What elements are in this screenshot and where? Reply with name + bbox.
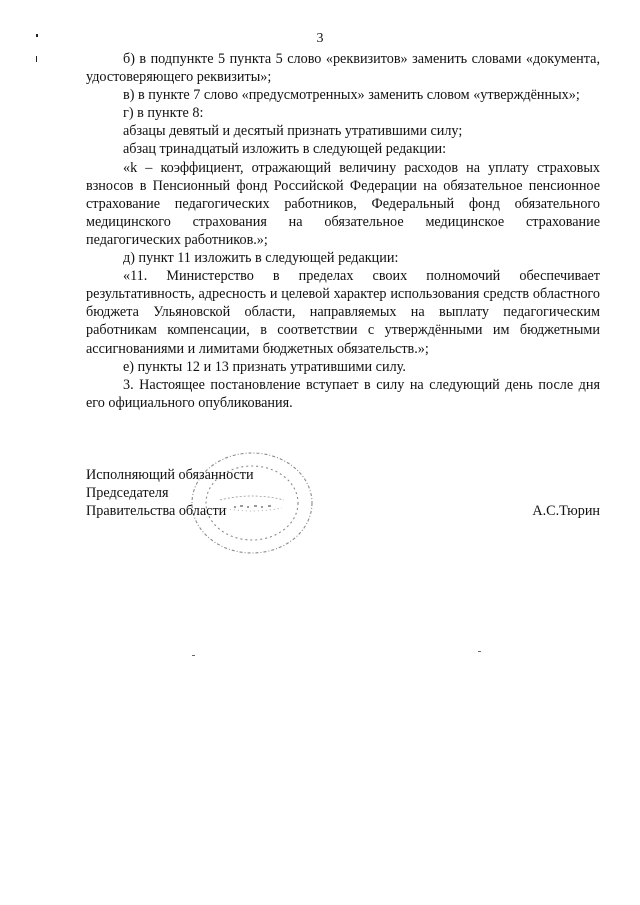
paragraph-d: д) пункт 11 изложить в следующей редакции: [123, 250, 399, 267]
paragraph-3: 3. Настоящее постановление вступает в силу на следующий день после дня его официального опубликования. [86, 376, 600, 411]
signer-title-line-3: Правительства области [86, 503, 227, 520]
document-body [86, 50, 600, 412]
paragraph-g: г) в пункте 8: [123, 105, 204, 122]
paragraph-b: б) в подпункте 5 пункта 5 слово «реквизитов» заменить словами «документа, удостоверяющего реквизиты»; [86, 51, 600, 86]
scan-speck [478, 651, 481, 652]
paragraph-g-item-2: абзац тринадцатый изложить в следующей редакции: [123, 141, 447, 158]
signature-block [86, 466, 600, 520]
paragraph-v: в) в пункте 7 слово «предусмотренных» заменить словом «утверждённых»; [123, 87, 580, 104]
scan-speck [192, 655, 195, 656]
paragraph-coefficient-k: «k – коэффициент, отражающий величину расходов на уплату страховых взносов в Пенсионный фонд Российской Федерации на обязательное пенсионное страхование педагогических работников, Федеральный фонд обязательного медицинского страхования на обязательное медицинское страхование педагогических работников.»; [86, 159, 600, 248]
page-number: 3 [316, 31, 324, 46]
signer-title-line-2: Председателя [86, 485, 169, 502]
scan-speck [36, 56, 37, 62]
signer-title-line-1: Исполняющий обязанности [86, 467, 254, 483]
paragraph-e: е) пункты 12 и 13 признать утратившими силу. [123, 358, 406, 375]
signer-name: А.С.Тюрин [532, 503, 600, 519]
paragraph-g-item-1: абзацы девятый и десятый признать утратившими силу; [123, 123, 463, 140]
paragraph-item-11: «11. Министерство в пределах своих полномочий обеспечивает результативность, адресность и целевой характер использования средств областного бюджета Ульяновской области, направляемых на выплату педагогическим работникам компенсации, в соответствии с утверждёнными им бюджетными ассигнованиями и лимитами бюджетных обязательств.»; [86, 268, 600, 357]
